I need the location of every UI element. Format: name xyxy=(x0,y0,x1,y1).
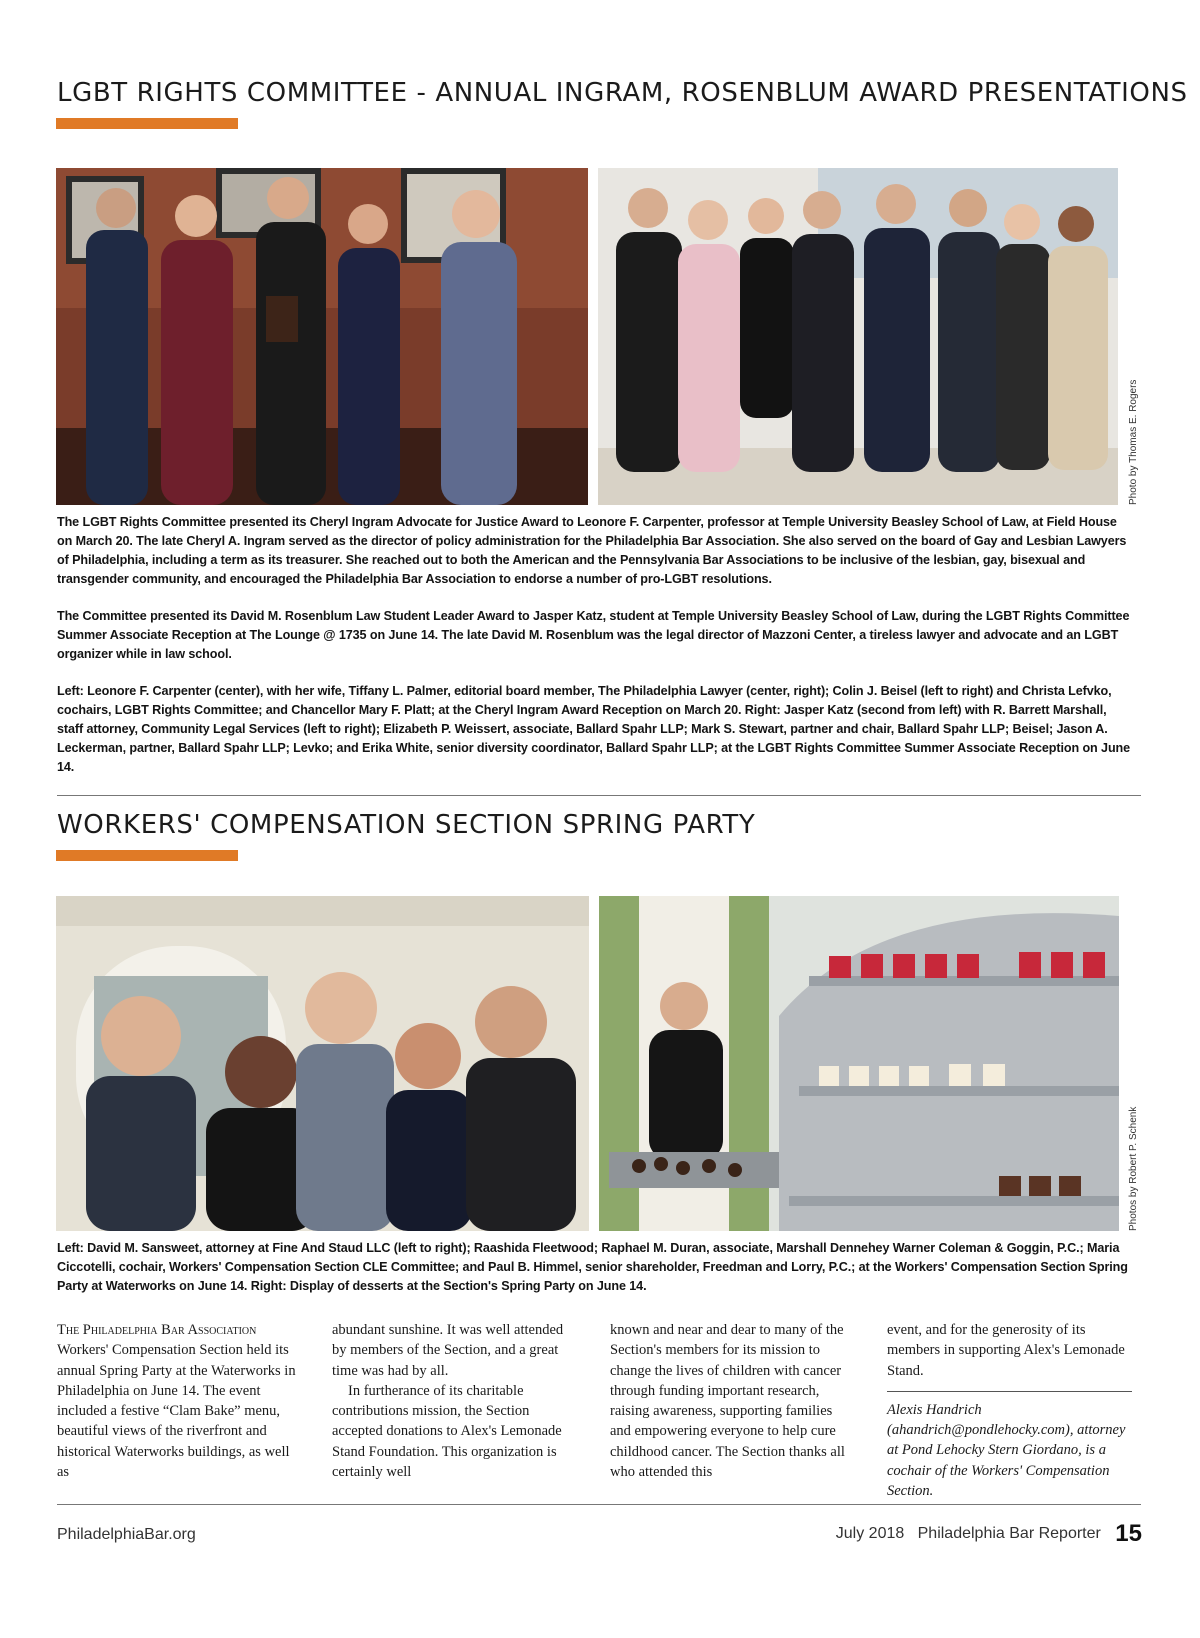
article-paragraph-1-cont: abundant sunshine. It was well attended by members of the Section, and a great time was had by all. xyxy=(332,1322,564,1379)
footer-website: PhiladelphiaBar.org xyxy=(57,1526,196,1543)
article-paragraph-1: Workers' Compensation Section held its annual Spring Party at the Waterworks in Philadelphia on June 14. The event included a festive “Clam Bake” menu, beautiful views of the riverfront and historical Waterworks buildings, as well as xyxy=(57,1342,296,1481)
article-body-col-2 xyxy=(332,1320,577,1482)
title-accent-bar xyxy=(56,118,238,129)
footer-info xyxy=(836,1520,1142,1548)
title-accent-bar xyxy=(56,850,238,861)
article-body-col-3 xyxy=(610,1320,855,1482)
caption-ingram-award: The LGBT Rights Committee presented its Cheryl Ingram Advocate for Justice Award to Leonore F. Carpenter, professor at Temple University Beasley School of Law, at Field House on March 20. The late Cheryl A. Ingram served as the director of policy administration for the Philadelphia Bar Association. She also served on the board of Gay and Lesbian Lawyers of Philadelphia, including a term as its treasurer. She reached out to both the American and the Pennsylvania Bar Associations to be inclusive of the lesbian, gay, bisexual and transgender community, and encouraged the Philadelphia Bar Association to endorse a number of pro-LGBT resolutions. xyxy=(57,515,1127,586)
footer-publication: Philadelphia Bar Reporter xyxy=(917,1525,1101,1542)
article-lead-in: The Philadelphia Bar Association xyxy=(57,1322,257,1338)
photo-summer-associate-reception xyxy=(598,168,1118,505)
photo-dessert-display xyxy=(599,896,1119,1231)
author-bio: Alexis Handrich (ahandrich@pondlehocky.com), attorney at Pond Lehocky Stern Giordano, is a cochair of the Workers' Compensation Section. xyxy=(887,1401,1126,1500)
article-body-col-4 xyxy=(887,1320,1132,1501)
caption-spring-party: Left: David M. Sansweet, attorney at Fine And Staud LLC (left to right); Raashida Fleetwood; Raphael M. Duran, associate, Marshall Dennehey Warner Coleman & Goggin, P.C.; Maria Ciccotelli, cochair, Workers' Compensation Section CLE Committee; and Paul B. Himmel, senior shareholder, Freedman and Lorry, P.C.; at the Workers' Compensation Section Spring Party at Waterworks on June 14. Right: Display of desserts at the Section's Spring Party on June 14. xyxy=(57,1241,1128,1293)
article-paragraph-2-end: event, and for the generosity of its members in supporting Alex's Lemonade Stand. xyxy=(887,1322,1125,1379)
photo-credit-schenk: Photos by Robert P. Schenk xyxy=(1128,1106,1139,1231)
section-divider xyxy=(57,795,1141,796)
article-paragraph-2-cont: known and near and dear to many of the Section's members for its mission to change the lives of children with cancer through funding important research, raising awareness, supporting families and empowering everyone to help cure childhood cancer. The Section thanks all who attended this xyxy=(610,1322,845,1481)
article-paragraph-2: In furtherance of its charitable contributions mission, the Section accepted donations to Alex's Lemonade Stand Foundation. This organization is certainly well xyxy=(332,1382,562,1481)
caption-photo-names: Left: Leonore F. Carpenter (center), with her wife, Tiffany L. Palmer, editorial board member, The Philadelphia Lawyer (center, right); Colin J. Beisel (left to right) and Christa Lefvko, cochairs, LGBT Rights Committee; and Chancellor Mary F. Platt; at the Cheryl Ingram Award Reception on March 20. Right: Jasper Katz (second from left) with R. Barrett Marshall, staff attorney, Community Legal Services (left to right); Elizabeth P. Weissert, associate, Ballard Spahr LLP; Mark S. Stewart, partner and chair, Ballard Spahr LLP; Beisel; Jason A. Leckerman, partner, Ballard Spahr LLP; Levko; and Erika White, senior diversity coordinator, Ballard Spahr LLP; at the LGBT Rights Committee Summer Associate Reception on June 14. xyxy=(57,684,1131,774)
footer-issue-date: July 2018 xyxy=(835,1525,905,1542)
article-body xyxy=(57,1320,302,1482)
section-title-lgbt: LGBT RIGHTS COMMITTEE - ANNUAL INGRAM, ROSENBLUM AWARD PRESENTATIONS xyxy=(57,78,1188,108)
photo-ingram-award-reception xyxy=(56,168,588,505)
caption-rosenblum-award: The Committee presented its David M. Rosenblum Law Student Leader Award to Jasper Katz, student at Temple University Beasley School of Law, during the LGBT Rights Committee Summer Associate Reception at The Lounge @ 1735 on June 14. The late David M. Rosenblum was the legal director of Mazzoni Center, a tireless lawyer and advocate and an LGBT organizer while in law school. xyxy=(57,609,1130,661)
section-title-workers-comp: WORKERS' COMPENSATION SECTION SPRING PARTY xyxy=(57,810,756,840)
photo-credit-rogers: Photo by Thomas E. Rogers xyxy=(1128,379,1139,505)
footer-rule xyxy=(57,1504,1141,1505)
photo-spring-party-group xyxy=(56,896,589,1231)
author-rule xyxy=(887,1391,1132,1392)
page-number: 15 xyxy=(1115,1520,1142,1547)
